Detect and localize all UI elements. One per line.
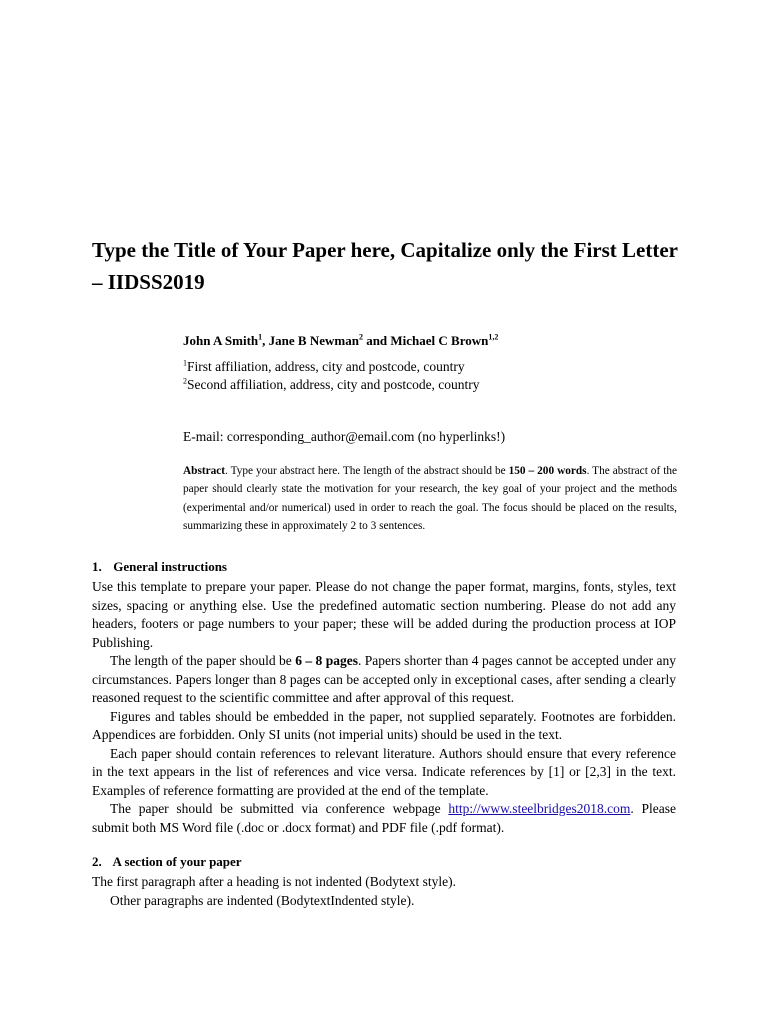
conference-webpage-link[interactable]: http://www.steelbridges2018.com — [448, 801, 631, 816]
abstract-label: Abstract — [183, 465, 226, 477]
paragraph-text: . Papers shorter than 4 pages cannot be accepted under any circumstances. Papers longer than 8 pages can be accepted only in exceptional cases, after sending a clearly reasoned request to the scientific committee and after approval of this request. — [92, 653, 676, 705]
section-1-body — [92, 578, 676, 837]
section-title: A section of your paper — [112, 854, 242, 869]
paragraph: Figures and tables should be embedded in the paper, not supplied separately. Footnotes are forbidden. Appendices are forbidden. Only SI units (not imperial units) should be used in the text. — [92, 708, 676, 742]
author-name: Jane B Newman — [268, 333, 359, 348]
author-affiliation-mark: 1 — [258, 332, 263, 342]
corresponding-email: E-mail: corresponding_author@email.com (no hyperlinks!) — [183, 429, 506, 444]
author-list — [183, 331, 703, 351]
section-title: General instructions — [113, 559, 227, 574]
affiliation-mark: 1 — [183, 358, 187, 368]
affiliation-mark: 2 — [183, 376, 187, 386]
page-limit: 6 – 8 pages — [295, 653, 358, 668]
abstract-word-limit: 150 – 200 words — [508, 465, 587, 477]
paragraph: The first paragraph after a heading is not indented (Bodytext style). — [92, 874, 457, 889]
affiliation-list — [183, 358, 703, 394]
author-name: John A Smith — [183, 333, 259, 348]
paragraph — [92, 800, 676, 837]
paper-title: Type the Title of Your Paper here, Capitalize only the First Letter – IIDSS2019 — [92, 238, 678, 294]
affiliation-text: Second affiliation, address, city and postcode, country — [187, 377, 480, 392]
author-affiliation-mark: 1,2 — [488, 332, 499, 342]
abstract-text: . The abstract of the paper should clearly state the motivation for your research, the key goal of your project and the methods (experimental and/or numerical) used in order to reach the goal. The focus should be placed on the results, summarizing these in approximately 2 to 3 sentences. — [183, 465, 677, 532]
author-affiliation-mark: 2 — [358, 332, 363, 342]
paragraph: Each paper should contain references to relevant literature. Authors should ensure that every reference in the text appears in the list of references and vice versa. Indicate references by [1] or [2,3] in the text. Examples of reference formatting are provided at the end of the template. — [92, 745, 676, 798]
author-separator: , — [262, 333, 269, 348]
section-2-body — [92, 873, 676, 910]
author-name: Michael C Brown — [390, 333, 489, 348]
section-2-heading — [92, 853, 692, 871]
abstract — [183, 462, 677, 535]
abstract-text: . Type your abstract here. The length of the abstract should be — [225, 465, 509, 477]
section-number: 2. — [92, 854, 102, 869]
paragraph — [92, 652, 676, 708]
affiliation-line — [183, 358, 703, 376]
paragraph: Other paragraphs are indented (BodytextIndented style). — [110, 892, 415, 908]
section-1-heading — [92, 558, 692, 576]
section-number: 1. — [92, 559, 102, 574]
paragraph-text: . Please submit both MS Word file (.doc or .docx format) and PDF file (.pdf format). — [92, 801, 676, 835]
paragraph-text: The length of the paper should be — [110, 653, 296, 668]
affiliation-text: First affiliation, address, city and postcode, country — [187, 359, 465, 374]
paragraph: Use this template to prepare your paper. Please do not change the paper format, margins, fonts, styles, text sizes, spacing or anything else. Use the predefined automatic section numbering. Please do not add any headers, footers or page numbers to your paper; these will be added during the production process at IOP Publishing. — [92, 579, 676, 650]
affiliation-line — [183, 376, 703, 394]
paragraph-text: The paper should be submitted via conference webpage — [110, 801, 449, 816]
author-separator: and — [362, 333, 391, 348]
